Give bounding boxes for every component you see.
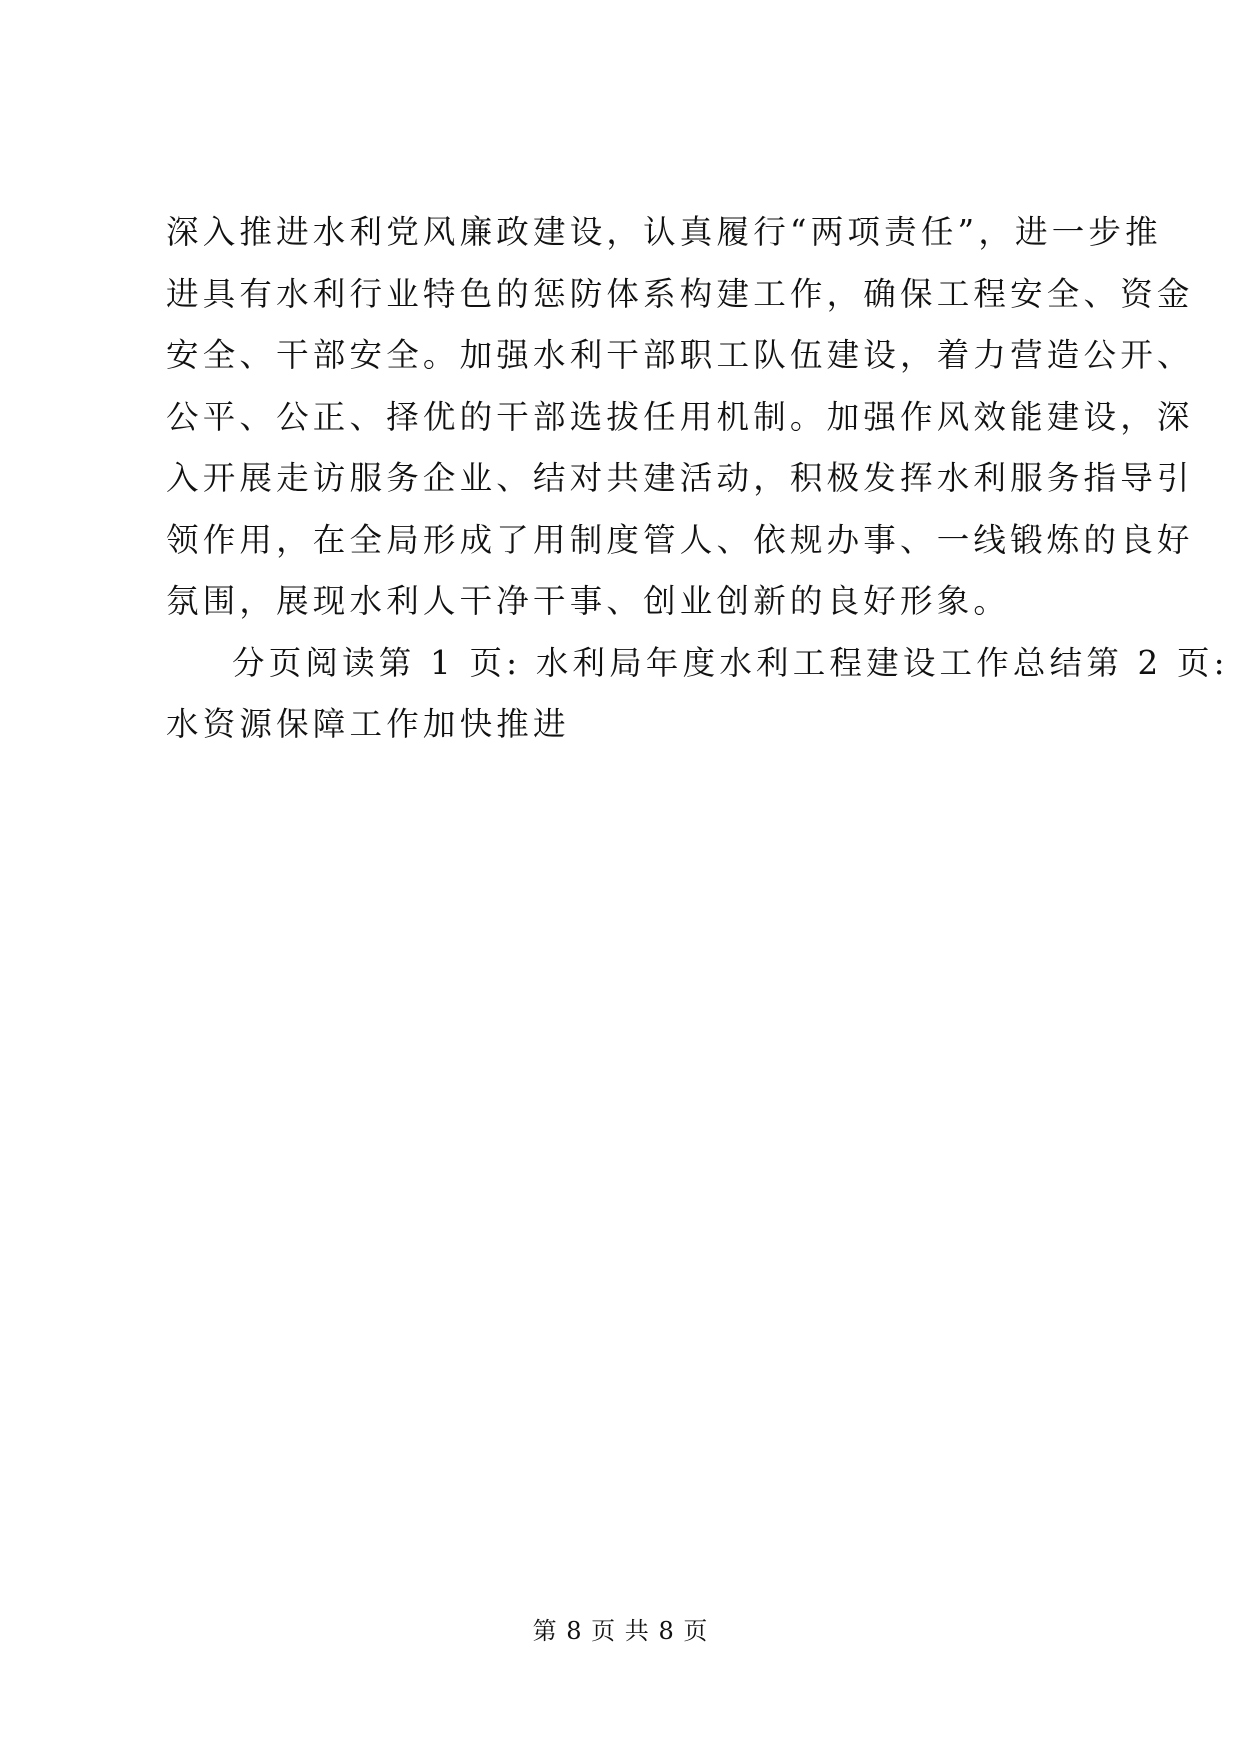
text-line: 公平、公正、择优的干部选拔任用机制。加强作风效能建设，深 [166, 397, 1194, 436]
text-line: 深入推进水利党风廉政建设，认真履行“两项责任”，进一步推 [166, 213, 1162, 251]
page-footer [0, 1616, 1241, 1646]
pagination-link-line[interactable]: 分页阅读第 1 页: 水利局年度水利工程建设工作总结第 2 页: [232, 643, 1229, 682]
paragraph-pagination-links [166, 633, 1229, 756]
text-line: 领作用，在全局形成了用制度管人、依规办事、一线锻炼的良好 [166, 520, 1194, 559]
text-line: 入开展走访服务企业、结对共建活动，积极发挥水利服务指导引 [166, 459, 1194, 497]
text-line: 氛围，展现水利人干净干事、创业创新的良好形象。 [166, 582, 1011, 620]
paragraph-party-conduct [166, 202, 1194, 633]
text-line: 进具有水利行业特色的惩防体系构建工作，确保工程安全、资金 [166, 274, 1194, 313]
page-number-indicator: 第 8 页 共 8 页 [532, 1617, 709, 1645]
text-line: 安全、干部安全。加强水利干部职工队伍建设，着力营造公开、 [166, 336, 1194, 374]
pagination-link-line[interactable]: 水资源保障工作加快推进 [166, 705, 570, 743]
document-body [166, 202, 1229, 756]
